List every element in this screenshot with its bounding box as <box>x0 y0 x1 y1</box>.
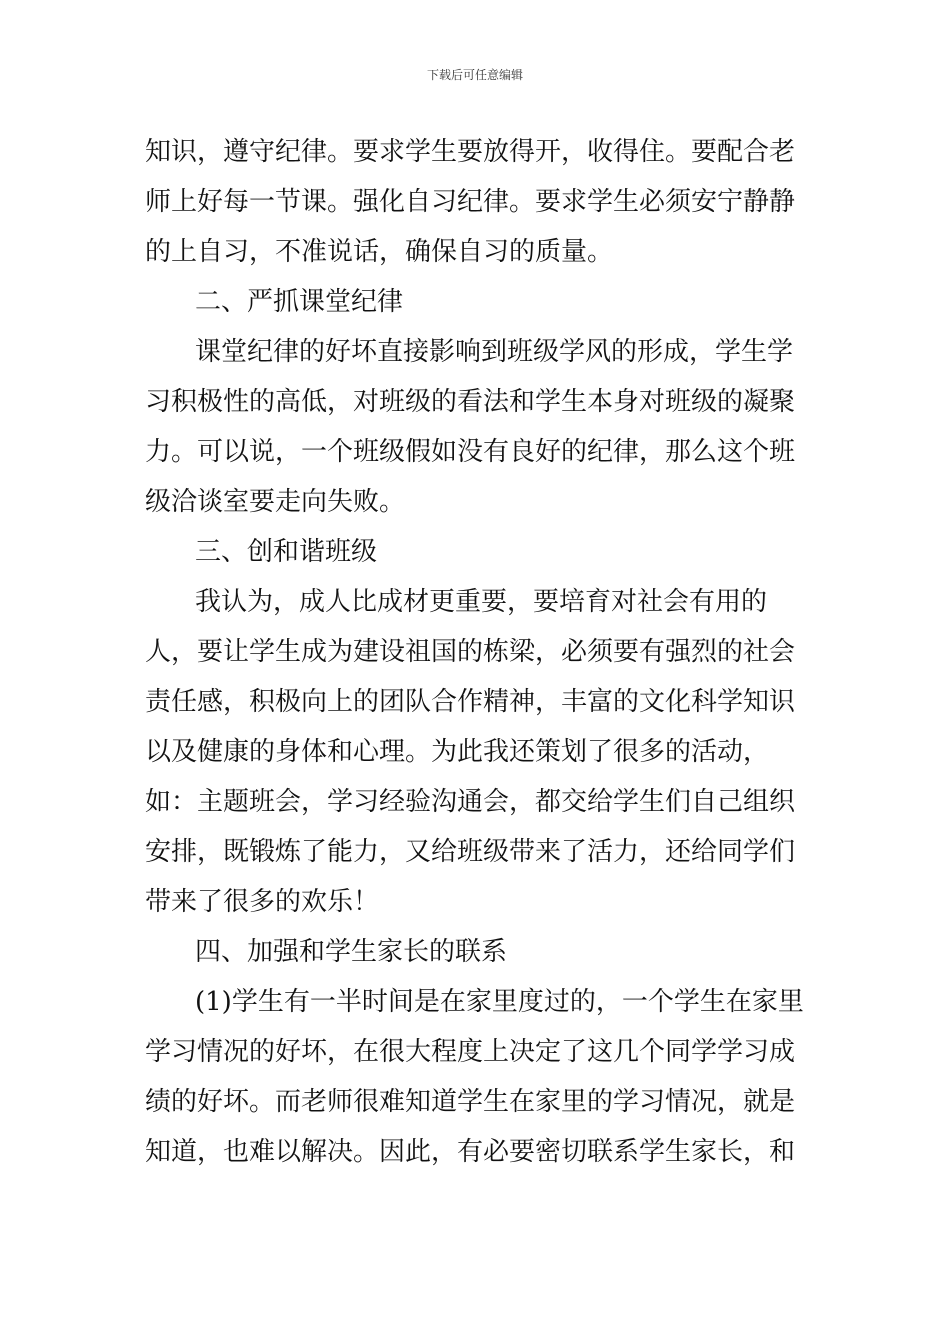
paragraph-line: 如：主题班会，学习经验沟通会，都交给学生们自己组织 <box>145 787 796 817</box>
page-header: 下载后可任意编辑 <box>426 68 523 82</box>
paragraph-line: 绩的好坏。而老师很难知道学生在家里的学习情况，就是 <box>145 1087 796 1117</box>
paragraph-line: 力。可以说，一个班级假如没有良好的纪律，那么这个班 <box>145 437 796 467</box>
paragraph-line: 的上自习，不准说话，确保自习的质量。 <box>145 237 614 267</box>
paragraph-line: 习积极性的高低，对班级的看法和学生本身对班级的凝聚 <box>145 387 796 417</box>
paragraph-line: 学习情况的好坏，在很大程度上决定了这几个同学学习成 <box>145 1037 796 1067</box>
paragraph-line: 知道，也难以解决。因此，有必要密切联系学生家长，和 <box>145 1137 796 1167</box>
paragraph-line: (1)学生有一半时间是在家里度过的，一个学生在家里 <box>195 987 804 1017</box>
paragraph-line: 级洽谈室要走向失败。 <box>145 487 406 517</box>
section-heading: 二、严抓课堂纪律 <box>195 287 404 317</box>
paragraph-line: 安排，既锻炼了能力，又给班级带来了活力，还给同学们 <box>145 837 796 867</box>
paragraph-line: 责任感，积极向上的团队合作精神，丰富的文化科学知识 <box>145 687 796 717</box>
paragraph-line: 知识，遵守纪律。要求学生要放得开，收得住。要配合老 <box>145 137 796 167</box>
section-heading: 四、加强和学生家长的联系 <box>195 937 508 967</box>
paragraph-line: 人，要让学生成为建设祖国的栋梁，必须要有强烈的社会 <box>145 637 796 667</box>
paragraph-line: 我认为，成人比成材更重要，要培育对社会有用的 <box>195 587 768 617</box>
paragraph-line: 以及健康的身体和心理。为此我还策划了很多的活动， <box>145 737 770 767</box>
paragraph-line: 师上好每一节课。强化自习纪律。要求学生必须安宁静静 <box>145 187 796 217</box>
paragraph-line: 课堂纪律的好坏直接影响到班级学风的形成，学生学 <box>195 337 794 367</box>
section-heading: 三、创和谐班级 <box>195 537 378 567</box>
paragraph-line: 带来了很多的欢乐！ <box>145 887 380 917</box>
